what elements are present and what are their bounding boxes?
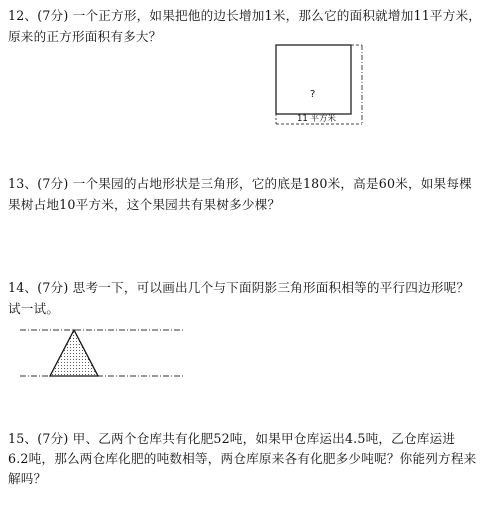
added-area-label: 11 平方米 bbox=[297, 114, 337, 124]
question-14-line-2: 试一试。 bbox=[8, 301, 60, 316]
question-15-line-2: 6.2吨，那么两仓库化肥的吨数相等，两仓库原来各有化肥多少吨呢？你能列方程来 bbox=[8, 451, 477, 466]
question-13-line-1: 13、(7分) 一个果园的占地形状是三角形，它的底是180米，高是60米，如果每棵 bbox=[8, 176, 472, 191]
unknown-area-question-mark: ? bbox=[310, 89, 316, 100]
question-12-line-2: 原来的正方形面积有多大？ bbox=[8, 29, 162, 44]
shaded-triangle bbox=[50, 330, 98, 376]
question-15-line-3: 解吗？ bbox=[8, 471, 47, 486]
square-area-figure bbox=[272, 44, 372, 134]
question-15-line-1: 15、(7分) 甲、乙两个仓库共有化肥52吨，如果甲仓库运出4.5吨，乙仓库运进 bbox=[8, 431, 456, 446]
question-13-line-2: 果树占地10平方米，这个果园共有果树多少棵？ bbox=[8, 197, 281, 212]
original-square bbox=[276, 45, 351, 114]
shaded-triangle-figure bbox=[18, 328, 198, 388]
question-14-line-1: 14、(7分) 思考一下，可以画出几个与下面阴影三角形面积相等的平行四边形呢？ bbox=[8, 280, 470, 295]
question-12-line-1: 12、(7分) 一个正方形，如果把他的边长增加1米，那么它的面积就增加11平方米， bbox=[8, 8, 481, 23]
